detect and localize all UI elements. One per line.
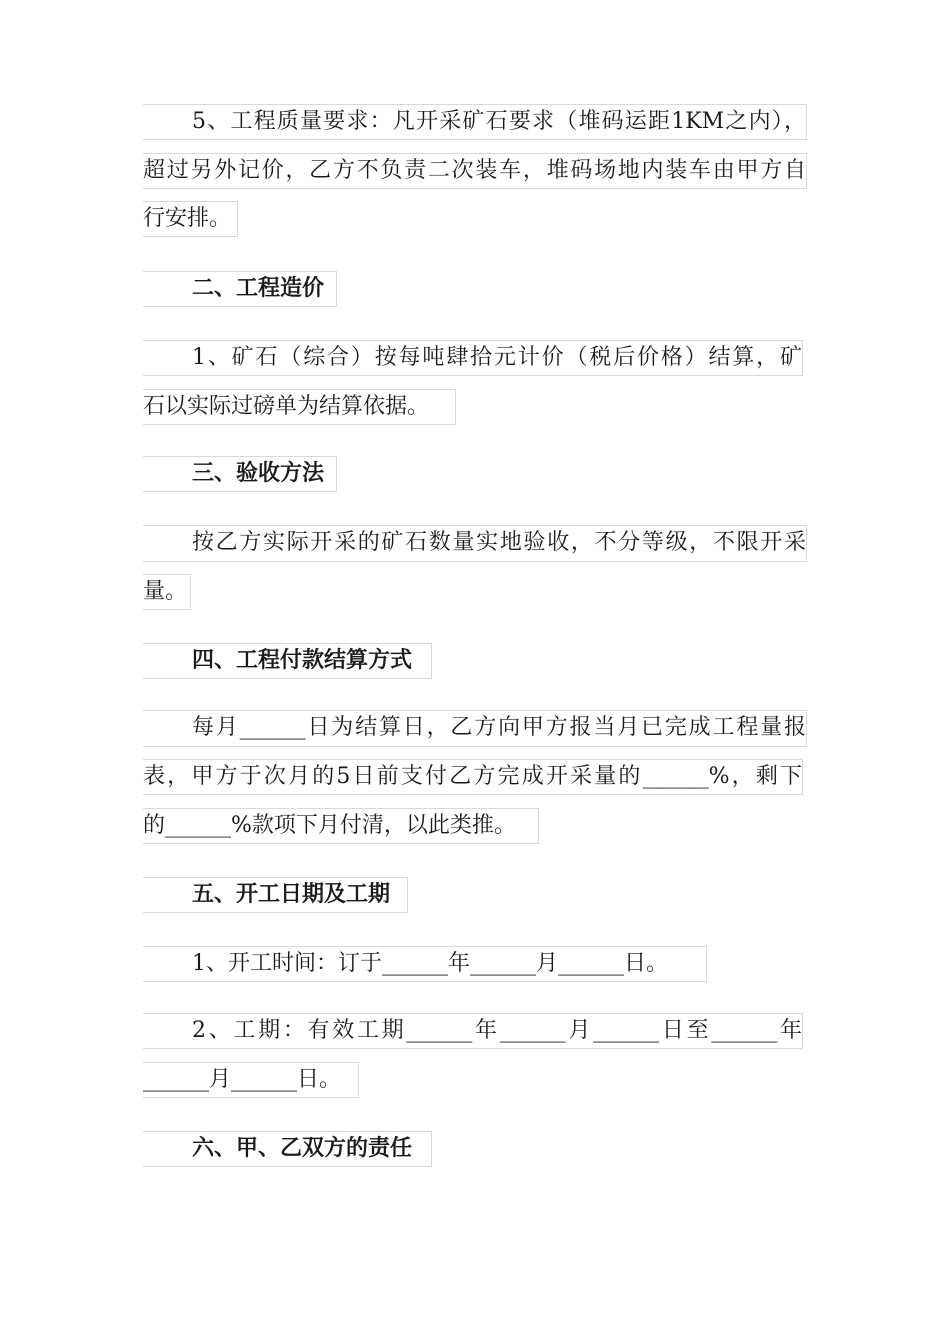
paragraph-line: 1、开工时间：订于______年______月______日。 xyxy=(143,946,707,982)
paragraph-line: 每月______日为结算日，乙方向甲方报当月已完成工程量报 xyxy=(143,710,807,747)
paragraph-line: 超过另外记价，乙方不负责二次装车，堆码场地内装车由甲方自 xyxy=(143,153,807,189)
section-heading: 六、甲、乙双方的责任 xyxy=(143,1131,432,1167)
section-heading: 四、工程付款结算方式 xyxy=(143,643,432,679)
section-heading: 五、开工日期及工期 xyxy=(143,877,408,913)
paragraph-line: 1、矿石（综合）按每吨肆拾元计价（税后价格）结算，矿 xyxy=(143,340,803,376)
paragraph-line: 石以实际过磅单为结算依据。 xyxy=(143,389,456,425)
paragraph-line: ______月______日。 xyxy=(143,1062,359,1098)
paragraph-line: 的______%款项下月付清，以此类推。 xyxy=(143,808,539,844)
paragraph-line: 2、工期：有效工期______年______月______日至______年 xyxy=(143,1013,803,1049)
paragraph-line: 5、工程质量要求：凡开采矿石要求（堆码运距1KM之内）， xyxy=(143,104,807,140)
section-heading: 二、工程造价 xyxy=(143,271,337,307)
paragraph-line: 行安排。 xyxy=(143,201,238,237)
paragraph-line: 量。 xyxy=(143,574,191,610)
section-heading: 三、验收方法 xyxy=(143,456,337,492)
paragraph-line: 按乙方实际开采的矿石数量实地验收，不分等级，不限开采 xyxy=(143,525,807,562)
paragraph-line: 表，甲方于次月的5日前支付乙方完成开采量的______%，剩下 xyxy=(143,759,803,795)
